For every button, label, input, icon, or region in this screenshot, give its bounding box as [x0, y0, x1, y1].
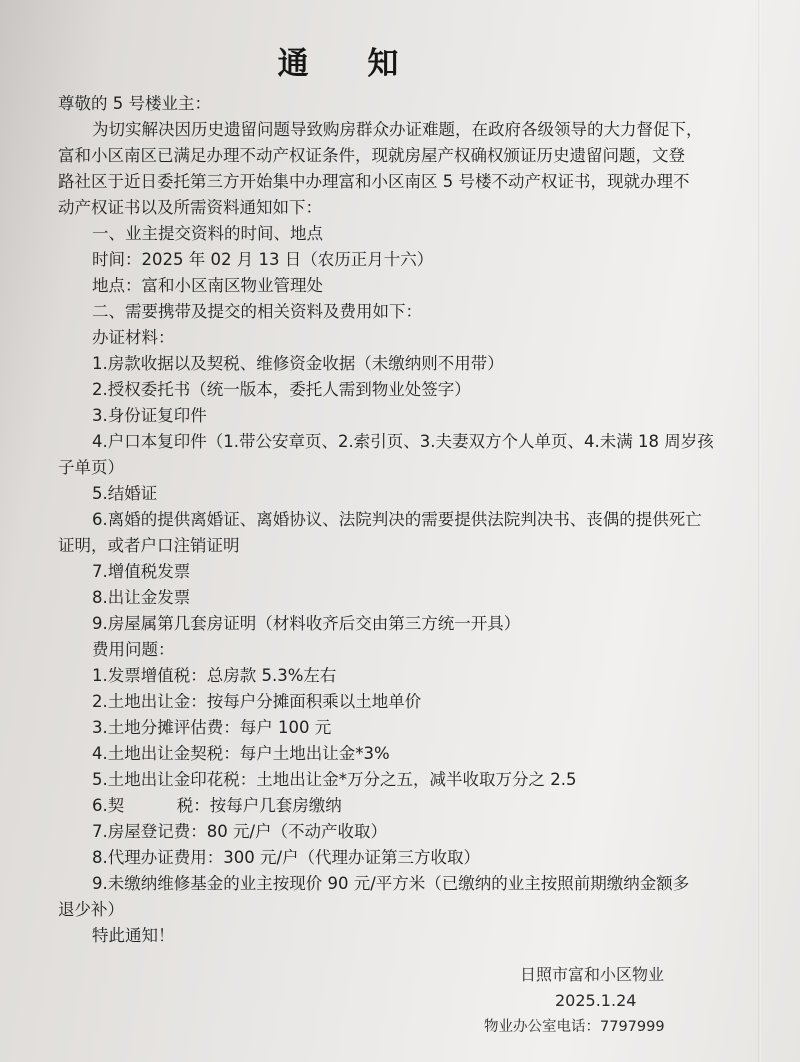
- signature-org: 日照市富和小区物业: [520, 965, 665, 984]
- office-phone: 物业办公室电话：7797999: [484, 1019, 665, 1035]
- fee-item: 2.土地出让金：按每户分摊面积乘以土地单价: [92, 692, 422, 711]
- signature-date: 2025.1.24: [555, 991, 637, 1010]
- fee-item-continuation: 退少补）: [58, 900, 124, 919]
- body-line: 动产权证书以及所需资料通知如下：: [58, 198, 322, 217]
- salutation: 尊敬的 5 号楼业主：: [58, 94, 211, 113]
- list-item: 2.授权委托书（统一版本，委托人需到物业处签字）: [92, 380, 471, 399]
- body-line: 为切实解决因历史遗留问题导致购房群众办证难题，在政府各级领导的大力督促下，: [92, 120, 703, 139]
- body-line: 富和小区南区已满足办理不动产权证条件，现就房屋产权确权颁证历史遗留问题，文登: [58, 146, 685, 165]
- list-item: 3.身份证复印件: [92, 406, 207, 425]
- closing-line: 特此通知！: [92, 926, 175, 945]
- fee-item: 4.土地出让金契税：每户土地出让金*3%: [92, 744, 390, 763]
- paper-crease: [758, 0, 761, 1062]
- section-heading: 二、需要携带及提交的相关资料及费用如下：: [92, 302, 422, 321]
- list-item: 5.结婚证: [92, 484, 158, 503]
- list-item: 4.户口本复印件（1.带公安章页、2.索引页、3.夫妻双方个人单页、4.未满 18 周岁孩: [92, 432, 714, 451]
- fee-item: 8.代理办证费用：300 元/户（代理办证第三方收取）: [92, 848, 481, 867]
- list-item: 8.出让金发票: [92, 588, 191, 607]
- list-item-continuation: 证明，或者户口注销证明: [58, 536, 240, 555]
- fee-item: 6.契 税：按每户几套房缴纳: [92, 796, 342, 815]
- subheading: 费用问题：: [92, 640, 175, 659]
- list-item: 7.增值税发票: [92, 562, 191, 581]
- time-line: 时间：2025 年 02 月 13 日（农历正月十六）: [92, 250, 434, 269]
- location-line: 地点：富和小区南区物业管理处: [92, 276, 323, 295]
- fee-item: 1.发票增值税：总房款 5.3%左右: [92, 666, 337, 685]
- list-item: 9.房屋属第几套房证明（材料收齐后交由第三方统一开具）: [92, 614, 521, 633]
- fee-item: 7.房屋登记费：80 元/户（不动产收取）: [92, 822, 388, 841]
- body-line: 路社区于近日委托第三方开始集中办理富和小区南区 5 号楼不动产权证书，现就办理不: [58, 172, 690, 191]
- section-heading: 一、业主提交资料的时间、地点: [92, 224, 323, 243]
- fee-item: 5.土地出让金印花税：土地出让金*万分之五，减半收取万分之 2.5: [92, 770, 577, 789]
- fee-item: 9.未缴纳维修基金的业主按现价 90 元/平方米（已缴纳的业主按照前期缴纳金额多: [92, 874, 690, 893]
- list-item: 6.离婚的提供离婚证、离婚协议、法院判决的需要提供法院判决书、丧偶的提供死亡: [92, 510, 702, 529]
- list-item: 1.房款收据以及契税、维修资金收据（未缴纳则不用带）: [92, 354, 504, 373]
- subheading: 办证材料：: [92, 328, 175, 347]
- list-item-continuation: 子单页）: [58, 458, 124, 477]
- fee-item: 3.土地分摊评估费：每户 100 元: [92, 718, 332, 737]
- notice-title: 通 知: [277, 46, 423, 82]
